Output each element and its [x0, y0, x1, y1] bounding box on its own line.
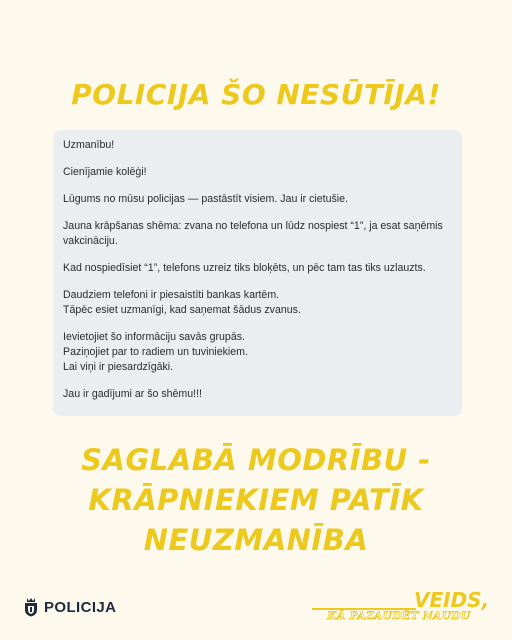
brand-word: VEIDS,: [414, 588, 490, 612]
message-card: [53, 130, 462, 416]
slogan-line: KRĀPNIEKIEM PATĪK: [88, 483, 424, 517]
message-paragraph: [63, 138, 452, 153]
slogan: [0, 440, 512, 560]
message-paragraph: [63, 387, 452, 402]
message-line: Uzmanību!: [63, 139, 115, 151]
message-paragraph: [63, 165, 452, 180]
message-paragraph: [63, 330, 452, 375]
message-paragraph: [63, 261, 452, 276]
brand-tagline: KĀ PAZAUDĒT NAUDU: [327, 610, 471, 622]
message-line: Tāpēc esiet uzmanīgi, kad saņemat šādus zvanus.: [63, 304, 301, 316]
slogan-line: SAGLABĀ MODRĪBU -: [81, 443, 431, 477]
message-line: Ievietojiet šo informāciju savās grupās.: [63, 331, 245, 343]
headline: POLICIJA ŠO NESŪTĪJA!: [71, 78, 441, 111]
message-line: Kad nospiedīsiet “1”, telefons uzreiz tiks bloķēts, un pēc tam tas tiks uzlauzts.: [63, 262, 426, 274]
police-logo-text: POLICIJA: [44, 598, 117, 616]
message-line: Lai viņi ir piesardzīgāki.: [63, 361, 174, 373]
message-line: Daudziem telefoni ir piesaistīti bankas kartēm.: [63, 289, 280, 301]
message-line: Jauna krāpšanas shēma: zvana no telefona un lūdz nospiest “1”, ja esat saņēmis: [63, 220, 443, 232]
message-paragraph: [63, 288, 452, 318]
message-line: Jau ir gadījumi ar šo shēmu!!!: [63, 388, 202, 400]
message-line: Cienījamie kolēģi!: [63, 166, 147, 178]
slogan-line: NEUZMANĪBA: [143, 523, 369, 557]
police-crest-icon: [24, 597, 38, 617]
veids-brand-logo: [302, 588, 502, 632]
message-line: Paziņojiet par to radiem un tuviniekiem.: [63, 346, 248, 358]
message-line: Lūgums no mūsu policijas — pastāstīt visiem. Jau ir cietušie.: [63, 193, 348, 205]
police-logo: [24, 596, 116, 618]
message-paragraph: [63, 219, 452, 249]
message-line: vakcināciju.: [63, 235, 118, 247]
message-paragraph: [63, 192, 452, 207]
